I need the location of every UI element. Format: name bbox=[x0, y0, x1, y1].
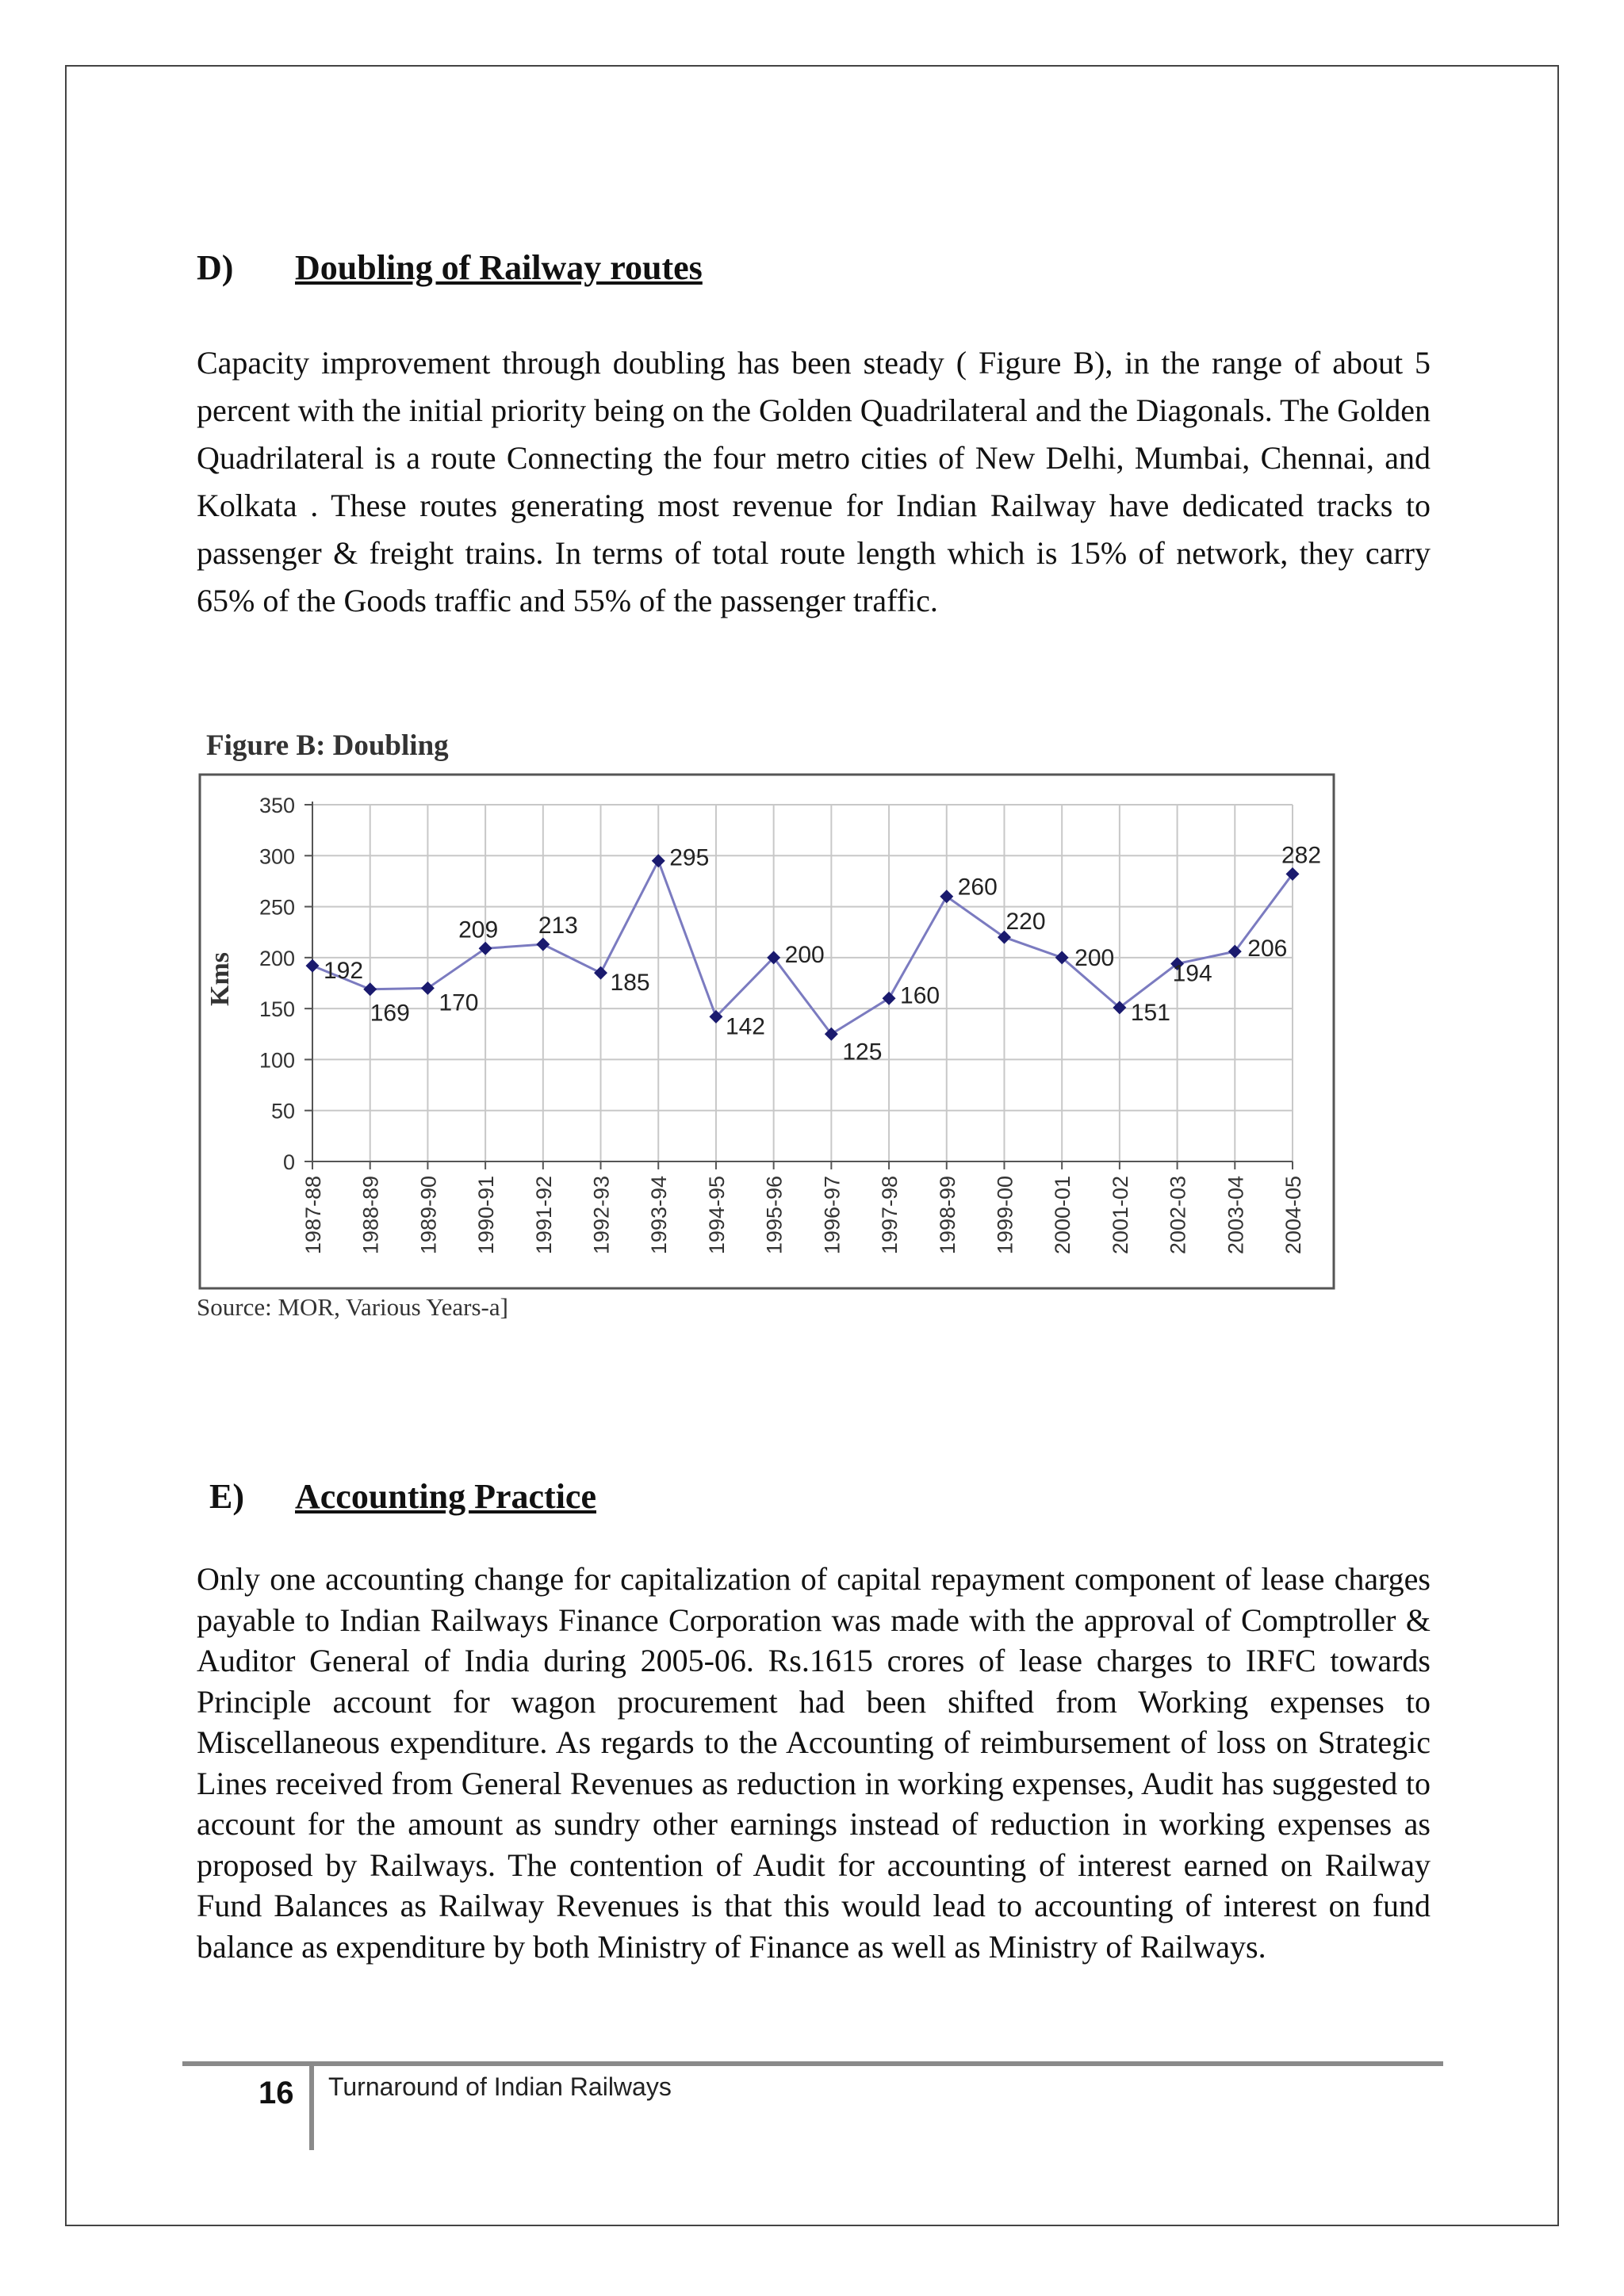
y-tick-label: 150 bbox=[259, 997, 295, 1022]
x-tick-label: 2003-04 bbox=[1224, 1176, 1248, 1255]
data-label: 200 bbox=[784, 941, 825, 968]
data-label: 142 bbox=[725, 1013, 766, 1040]
figure-title: Figure B: Doubling bbox=[206, 729, 449, 762]
data-label: 295 bbox=[669, 844, 710, 871]
data-label: 194 bbox=[1172, 960, 1212, 987]
section-e-heading bbox=[209, 1476, 596, 1517]
figure-b bbox=[197, 718, 1339, 1336]
x-tick-label: 1995-96 bbox=[762, 1176, 787, 1255]
x-tick-label: 1988-89 bbox=[358, 1176, 383, 1255]
data-label: 151 bbox=[1130, 999, 1170, 1026]
x-tick-label: 1998-99 bbox=[935, 1176, 959, 1255]
x-tick-label: 2000-01 bbox=[1051, 1176, 1075, 1255]
figure-source: Source: MOR, Various Years-a] bbox=[197, 1293, 508, 1321]
data-label: 160 bbox=[900, 982, 940, 1009]
section-d-title: Doubling of Railway routes bbox=[295, 248, 703, 287]
data-label: 185 bbox=[610, 970, 650, 997]
section-e-letter: E) bbox=[209, 1477, 244, 1516]
footer-title: Turnaround of Indian Railways bbox=[328, 2072, 672, 2101]
y-tick-label: 300 bbox=[259, 844, 295, 869]
page-number: 16 bbox=[259, 2076, 294, 2110]
y-tick-label: 250 bbox=[259, 895, 295, 920]
doubling-chart bbox=[197, 718, 1339, 1336]
data-label: 170 bbox=[439, 989, 479, 1016]
x-tick-label: 1992-93 bbox=[589, 1176, 614, 1255]
y-axis-label: Kms bbox=[205, 952, 235, 1006]
x-tick-label: 1991-92 bbox=[531, 1176, 556, 1255]
data-label: 260 bbox=[957, 874, 998, 901]
data-label: 200 bbox=[1074, 944, 1115, 971]
paragraph-d: Capacity improvement through doubling has been steady ( Figure B), in the range of about 5 percent with the initial priority being on the Golden Quadrilateral and the Diagonals. The Golden Quadrilateral is a route Connecting the four metro cities of New Delhi, Mumbai, Chennai, and Kolkata . These routes generating most revenue for Indian Railway have dedicated tracks to passenger & freight trains. In terms of total route length which is 15% of network, they carry 65% of the Goods traffic and 55% of the passenger traffic. bbox=[197, 345, 1431, 618]
footer-divider bbox=[309, 2066, 314, 2150]
data-label: 192 bbox=[324, 958, 364, 985]
data-label: 206 bbox=[1247, 936, 1288, 962]
data-label: 169 bbox=[370, 1000, 410, 1027]
x-tick-label: 1993-94 bbox=[647, 1176, 672, 1255]
paragraph-e: Only one accounting change for capitalization of capital repayment component of lease charges payable to Indian Railways Finance Corporation was made with the approval of Comptroller & Auditor General of India during 2005-06. Rs.1615 crores of lease charges to IRFC towards Principle account for wagon procurement had been shifted from Working expenses to Miscellaneous expenditure. As regards to the Accounting of reimbursement of loss on Strategic Lines received from General Revenues as reduction in working expenses, Audit has suggested to account for the amount as sundry other earnings instead of reduction in working expenses as proposed by Railways. The contention of Audit for accounting of interest earned on Railway Fund Balances as Railway Revenues is that this would lead to accounting of interest on fund balance as expenditure by both Ministry of Finance as well as Ministry of Railways. bbox=[197, 1561, 1431, 1965]
y-tick-label: 100 bbox=[259, 1048, 295, 1073]
x-tick-label: 1990-91 bbox=[474, 1176, 499, 1255]
x-tick-label: 1987-88 bbox=[301, 1176, 325, 1255]
data-label: 220 bbox=[1005, 909, 1046, 936]
data-label: 209 bbox=[458, 916, 499, 943]
y-tick-label: 200 bbox=[259, 946, 295, 970]
x-tick-label: 1996-97 bbox=[820, 1176, 845, 1255]
x-tick-label: 1999-00 bbox=[993, 1176, 1017, 1255]
y-tick-label: 50 bbox=[270, 1099, 295, 1123]
data-label: 282 bbox=[1281, 842, 1322, 869]
x-tick-label: 1997-98 bbox=[878, 1176, 902, 1255]
x-tick-label: 2001-02 bbox=[1108, 1176, 1132, 1255]
x-tick-label: 2004-05 bbox=[1281, 1176, 1305, 1255]
x-tick-label: 2002-03 bbox=[1166, 1176, 1190, 1255]
y-tick-label: 0 bbox=[282, 1150, 295, 1174]
data-label: 213 bbox=[538, 913, 578, 939]
footer-rule bbox=[182, 2061, 1443, 2066]
x-tick-label: 1989-90 bbox=[416, 1176, 441, 1255]
data-label: 125 bbox=[842, 1039, 883, 1066]
section-d-letter: D) bbox=[197, 248, 234, 287]
section-e-title: Accounting Practice bbox=[295, 1477, 596, 1516]
y-tick-label: 350 bbox=[259, 794, 295, 817]
x-tick-label: 1994-95 bbox=[704, 1176, 729, 1255]
section-d-heading bbox=[197, 247, 703, 288]
